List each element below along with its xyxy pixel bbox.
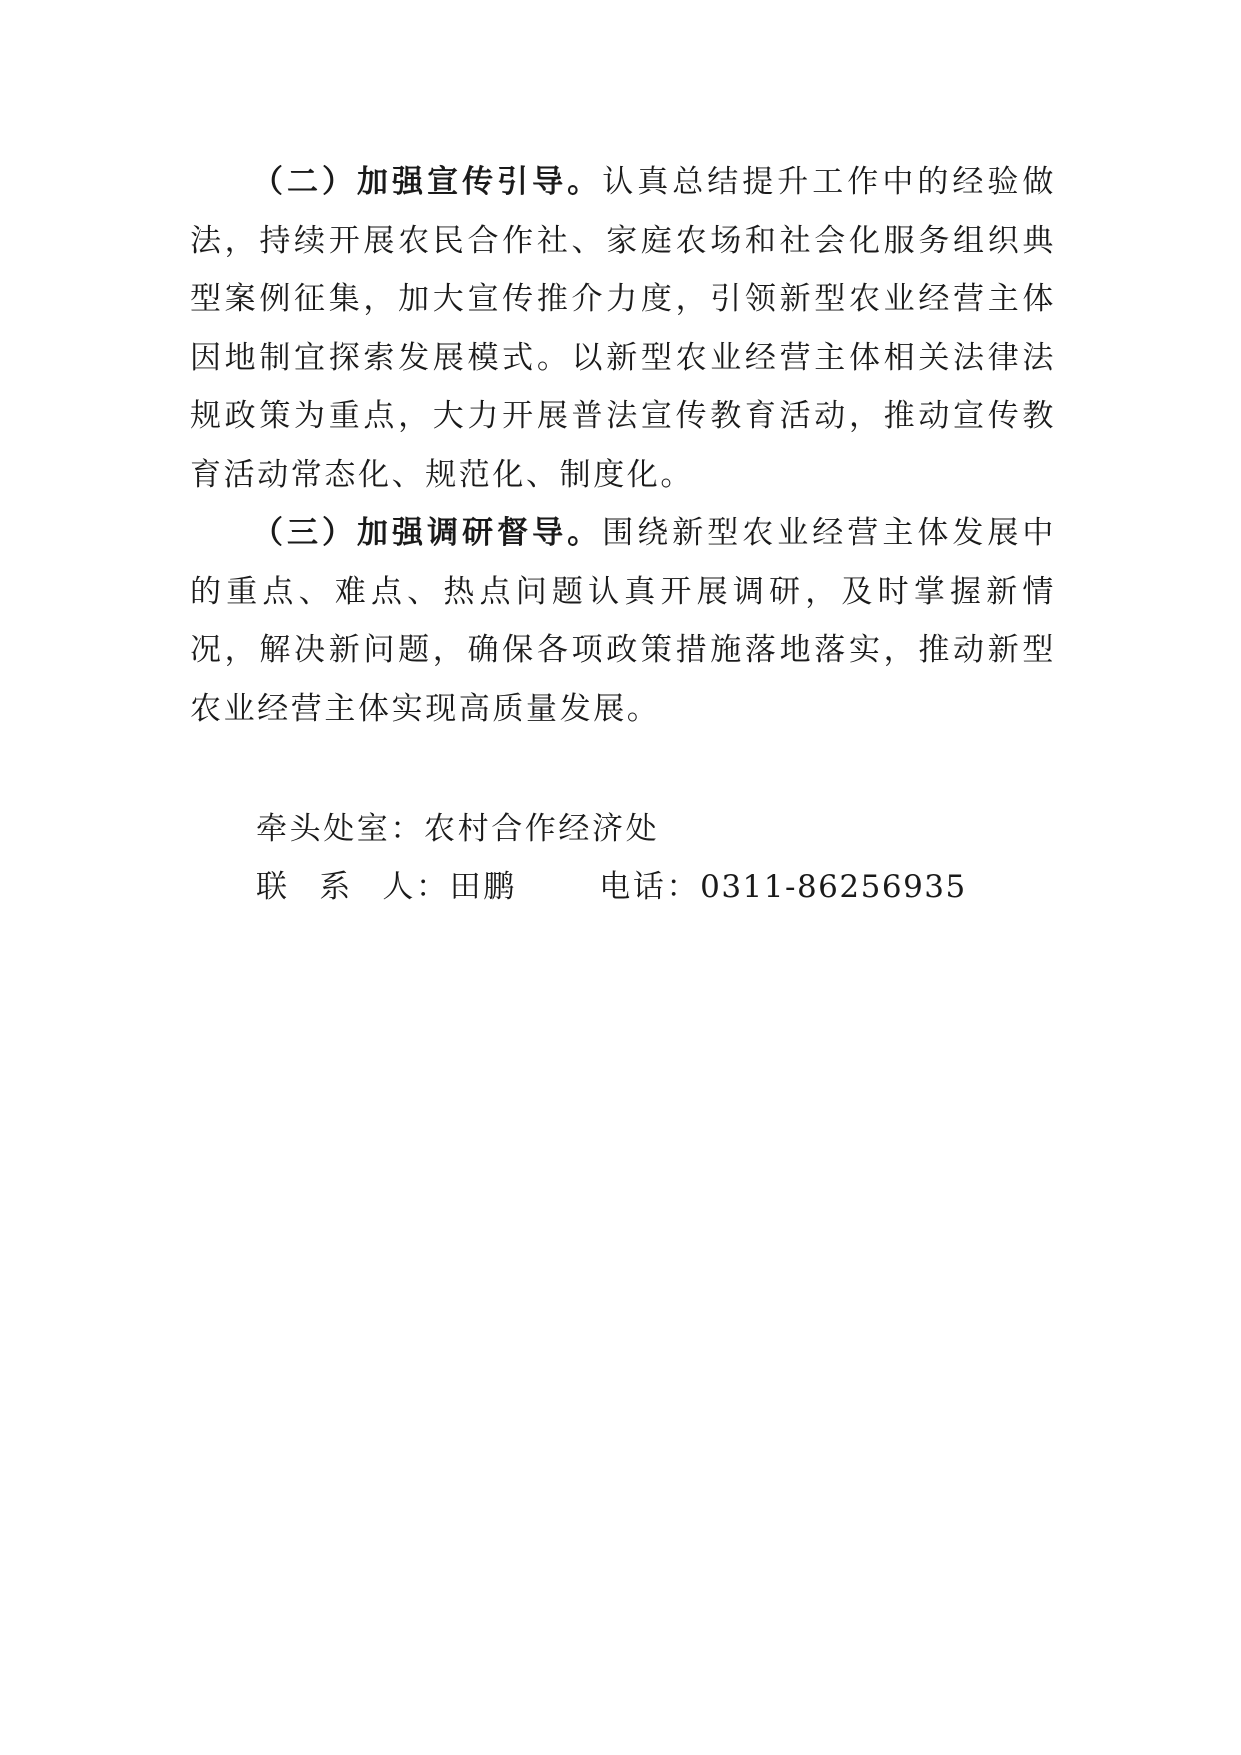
lead-department-row: [256, 800, 967, 858]
paragraph-publicity: [190, 153, 1056, 504]
paragraph-heading: （三）加强调研督导。: [252, 515, 603, 551]
contact-person-row: [256, 858, 967, 916]
contact-person-value: 田鹏: [449, 869, 517, 905]
paragraph-supervision: [190, 504, 1056, 738]
paragraph-text: 认真总结提升工作中的经验做法，持续开展农民合作社、家庭农场和社会化服务组织典型案例征集，加大宣传推介力度，引领新型农业经营主体因地制宜探索发展模式。以新型农业经营主体相关法律法规政策为重点，大力开展普法宣传教育活动，推动宣传教育活动常态化、规范化、制度化。: [190, 164, 1056, 493]
paragraph-text: 围绕新型农业经营主体发展中的重点、难点、热点问题认真开展调研，及时掌握新情况，解决新问题，确保各项政策措施落地落实，推动新型农业经营主体实现高质量发展。: [190, 515, 1056, 727]
phone-group: [599, 858, 966, 916]
phone-number: 0311-86256935: [700, 869, 967, 905]
phone-label: 电话：: [599, 869, 701, 905]
lead-department-label: 牵头处室：: [256, 811, 424, 847]
contact-block: [256, 800, 967, 916]
contact-person-colon: ：: [416, 869, 450, 905]
contact-person-label: 联系人: [256, 869, 416, 905]
document-body: [190, 153, 1056, 738]
lead-department-value: 农村合作经济处: [424, 811, 660, 847]
paragraph-heading: （二）加强宣传引导。: [252, 164, 603, 200]
